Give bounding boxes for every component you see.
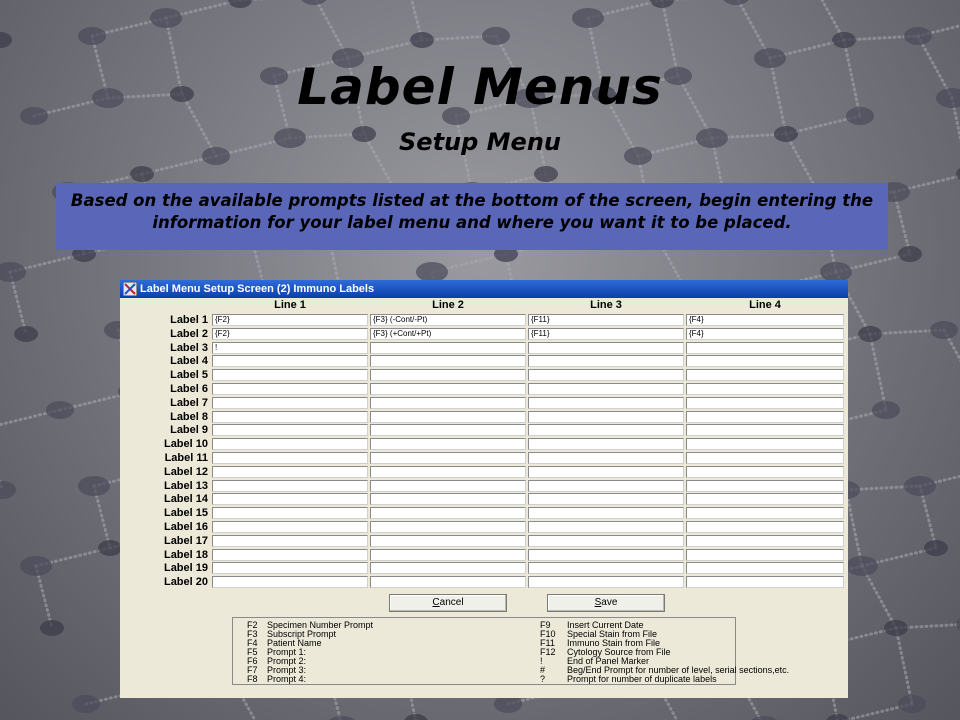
- background-node: [872, 401, 900, 419]
- background-node: [820, 262, 852, 282]
- row-label-8: Label 8: [170, 411, 208, 423]
- slide-title: Label Menus: [297, 58, 663, 116]
- background-node: [826, 714, 850, 720]
- prompt-key: F3: [247, 629, 258, 639]
- prompt-description: Immuno Stain from File: [567, 638, 661, 648]
- label-11-line-3-input[interactable]: [528, 452, 684, 464]
- label-18-line-1-input[interactable]: [212, 549, 368, 561]
- prompt-description: Beg/End Prompt for number of level, serial sections,etc.: [567, 665, 790, 675]
- label-6-line-4-input[interactable]: [686, 383, 844, 395]
- background-link: [896, 628, 912, 704]
- label-8-line-3-input[interactable]: [528, 411, 684, 423]
- background-node: [748, 716, 780, 720]
- background-node: [98, 540, 122, 556]
- cancel-label: ancel: [439, 597, 464, 608]
- column-header-line-3: Line 3: [590, 299, 622, 311]
- background-node: [904, 476, 936, 496]
- background-node: [650, 0, 674, 8]
- label-menu-setup-window: [120, 280, 848, 698]
- background-node: [72, 695, 100, 713]
- prompt-description: Insert Current Date: [567, 620, 644, 630]
- background-node: [40, 620, 64, 636]
- background-node: [78, 476, 110, 496]
- prompt-key: F7: [247, 665, 258, 675]
- background-node: [0, 32, 12, 48]
- prompt-key: F12: [540, 647, 556, 657]
- label-16-line-2-input[interactable]: [370, 521, 526, 533]
- label-16-line-3-input[interactable]: [528, 521, 684, 533]
- label-14-line-1-input[interactable]: [212, 493, 368, 505]
- row-label-11: Label 11: [164, 452, 208, 464]
- background-node: [956, 615, 960, 633]
- background-node: [150, 8, 182, 28]
- background-node: [898, 695, 926, 713]
- label-20-line-1-input[interactable]: [212, 576, 368, 588]
- save-label: ave: [601, 597, 618, 608]
- label-12-line-4-input[interactable]: [686, 466, 844, 478]
- label-8-line-4-input[interactable]: [686, 411, 844, 423]
- row-label-10: Label 10: [163, 438, 208, 450]
- label-11-line-1-input[interactable]: [212, 452, 368, 464]
- background-node: [956, 166, 960, 182]
- label-12-line-3-input[interactable]: [528, 466, 684, 478]
- window-title: Label Menu Setup Screen (2) Immuno Labels: [140, 283, 375, 295]
- app-icon: [123, 282, 137, 296]
- label-3-line-4-input[interactable]: [686, 342, 844, 354]
- row-label-14: Label 14: [163, 493, 208, 505]
- label-6-line-3-input[interactable]: [528, 383, 684, 395]
- background-node: [832, 32, 856, 48]
- label-11-line-4-input[interactable]: [686, 452, 844, 464]
- prompt-description: Prompt 3:: [267, 665, 307, 675]
- available-prompts-panel: [232, 617, 790, 685]
- label-1-line-2-input[interactable]: {F3} (-Cont/-Pt): [370, 314, 526, 326]
- label-4-line-4-input[interactable]: [686, 355, 844, 367]
- label-11-line-2-input[interactable]: [370, 452, 526, 464]
- prompt-key: F10: [540, 629, 556, 639]
- row-label-17: Label 17: [163, 535, 208, 547]
- row-label-1: Label 1: [170, 314, 208, 326]
- label-9-line-4-input[interactable]: [686, 424, 844, 436]
- label-9-line-2-input[interactable]: [370, 424, 526, 436]
- background-node: [858, 326, 882, 342]
- background-node: [482, 27, 510, 45]
- prompt-description: End of Panel Marker: [567, 656, 650, 666]
- prompt-description: Patient Name: [267, 638, 322, 648]
- row-label-4: Label 4: [170, 355, 208, 367]
- label-17-line-1-input[interactable]: [212, 535, 368, 547]
- label-17-line-2-input[interactable]: [370, 535, 526, 547]
- row-label-16: Label 16: [163, 521, 208, 533]
- prompt-key: F2: [247, 620, 258, 630]
- background-node: [898, 246, 922, 262]
- label-12-line-1-input[interactable]: [212, 466, 368, 478]
- row-label-20: Label 20: [163, 576, 208, 588]
- row-label-18: Label 18: [163, 549, 208, 561]
- label-7-line-1-input[interactable]: [212, 397, 368, 409]
- background-node: [46, 401, 74, 419]
- column-header-line-2: Line 2: [432, 299, 464, 311]
- label-1-line-3-input[interactable]: {F11}: [528, 314, 684, 326]
- label-13-line-1-input[interactable]: [212, 480, 368, 492]
- label-15-line-2-input[interactable]: [370, 507, 526, 519]
- prompt-description: Prompt for number of duplicate labels: [567, 674, 717, 684]
- prompt-key: F6: [247, 656, 258, 666]
- prompt-description: Prompt 2:: [267, 656, 307, 666]
- row-label-6: Label 6: [170, 383, 208, 395]
- background-node: [884, 620, 908, 636]
- label-7-line-2-input[interactable]: [370, 397, 526, 409]
- label-14-line-4-input[interactable]: [686, 493, 844, 505]
- background-node: [0, 262, 26, 282]
- background-node: [924, 540, 948, 556]
- prompt-key: F11: [540, 638, 555, 648]
- background-node: [14, 326, 38, 342]
- label-4-line-1-input[interactable]: [212, 355, 368, 367]
- prompt-description: Cytology Source from File: [567, 647, 671, 657]
- label-13-line-3-input[interactable]: [528, 480, 684, 492]
- label-8-line-2-input[interactable]: [370, 411, 526, 423]
- label-17-line-4-input[interactable]: [686, 535, 844, 547]
- label-3-line-3-input[interactable]: [528, 342, 684, 354]
- row-label-9: Label 9: [170, 424, 208, 436]
- prompt-key: !: [540, 656, 543, 666]
- background-node: [410, 32, 434, 48]
- slide-subtitle: Setup Menu: [399, 128, 561, 156]
- label-2-line-4-input[interactable]: {F4}: [686, 328, 844, 340]
- label-2-line-2-input[interactable]: {F3} (+Cont/+Pt): [370, 328, 526, 340]
- background-link: [0, 428, 2, 490]
- background-node: [326, 716, 358, 720]
- label-7-line-4-input[interactable]: [686, 397, 844, 409]
- label-2-line-1-input[interactable]: {F2}: [212, 328, 368, 340]
- label-19-line-3-input[interactable]: [528, 562, 684, 574]
- label-3-line-1-input[interactable]: !: [212, 342, 368, 354]
- instruction-text: Based on the available prompts listed at the bottom of the screen, begin entering the information for your label menu and where you want it to be placed.: [70, 191, 874, 232]
- row-label-7: Label 7: [170, 397, 208, 409]
- background-node: [20, 556, 52, 576]
- background-link: [846, 490, 862, 566]
- row-label-13: Label 13: [163, 480, 208, 492]
- background-link: [944, 330, 960, 392]
- label-20-line-4-input[interactable]: [686, 576, 844, 588]
- label-5-line-2-input[interactable]: [370, 369, 526, 381]
- row-label-12: Label 12: [163, 466, 208, 478]
- prompt-key: F8: [247, 674, 258, 684]
- prompt-description: Subscript Prompt: [267, 629, 337, 639]
- background-node: [0, 481, 16, 499]
- label-6-line-2-input[interactable]: [370, 383, 526, 395]
- label-5-line-4-input[interactable]: [686, 369, 844, 381]
- prompt-description: Special Stain from File: [567, 629, 658, 639]
- label-16-line-1-input[interactable]: [212, 521, 368, 533]
- background-link: [870, 334, 886, 410]
- label-9-line-3-input[interactable]: [528, 424, 684, 436]
- prompt-description: Prompt 4:: [267, 674, 307, 684]
- label-14-line-3-input[interactable]: [528, 493, 684, 505]
- label-15-line-3-input[interactable]: [528, 507, 684, 519]
- label-10-line-4-input[interactable]: [686, 438, 844, 450]
- label-18-line-2-input[interactable]: [370, 549, 526, 561]
- cancel-mnemonic: C: [432, 597, 440, 608]
- label-16-line-4-input[interactable]: [686, 521, 844, 533]
- label-15-line-4-input[interactable]: [686, 507, 844, 519]
- label-13-line-4-input[interactable]: [686, 480, 844, 492]
- background-node: [404, 714, 428, 720]
- save-button[interactable]: [547, 594, 665, 612]
- prompt-key: F9: [540, 620, 551, 630]
- background-node: [722, 0, 750, 5]
- background-node: [228, 0, 252, 8]
- save-mnemonic: S: [594, 597, 602, 608]
- label-18-line-3-input[interactable]: [528, 549, 684, 561]
- label-5-line-1-input[interactable]: [212, 369, 368, 381]
- label-9-line-1-input[interactable]: [212, 424, 368, 436]
- label-20-line-3-input[interactable]: [528, 576, 684, 588]
- label-15-line-1-input[interactable]: [212, 507, 368, 519]
- background-node: [130, 166, 154, 182]
- label-5-line-3-input[interactable]: [528, 369, 684, 381]
- label-19-line-1-input[interactable]: [212, 562, 368, 574]
- label-10-line-2-input[interactable]: [370, 438, 526, 450]
- label-4-line-2-input[interactable]: [370, 355, 526, 367]
- column-header-line-1: Line 1: [274, 299, 306, 311]
- label-18-line-4-input[interactable]: [686, 549, 844, 561]
- background-node: [572, 8, 604, 28]
- label-17-line-3-input[interactable]: [528, 535, 684, 547]
- background-node: [416, 262, 448, 282]
- row-label-3: Label 3: [170, 342, 208, 354]
- row-label-2: Label 2: [170, 328, 208, 340]
- label-13-line-2-input[interactable]: [370, 480, 526, 492]
- background-node: [846, 556, 878, 576]
- prompt-key: F4: [247, 638, 258, 648]
- label-7-line-3-input[interactable]: [528, 397, 684, 409]
- row-label-15: Label 15: [163, 507, 208, 519]
- background-node: [534, 166, 558, 182]
- label-10-line-3-input[interactable]: [528, 438, 684, 450]
- label-12-line-2-input[interactable]: [370, 466, 526, 478]
- label-2-line-3-input[interactable]: {F11}: [528, 328, 684, 340]
- background-node: [904, 27, 932, 45]
- label-4-line-3-input[interactable]: [528, 355, 684, 367]
- label-19-line-4-input[interactable]: [686, 562, 844, 574]
- prompt-description: Specimen Number Prompt: [267, 620, 374, 630]
- prompt-description: Prompt 1:: [267, 647, 307, 657]
- column-header-line-4: Line 4: [749, 299, 781, 311]
- cancel-button[interactable]: [389, 594, 507, 612]
- label-19-line-2-input[interactable]: [370, 562, 526, 574]
- background-node: [78, 27, 106, 45]
- window-titlebar[interactable]: [120, 280, 848, 298]
- row-label-19: Label 19: [163, 562, 208, 574]
- prompt-key: F5: [247, 647, 258, 657]
- label-6-line-1-input[interactable]: [212, 383, 368, 395]
- prompt-key: ?: [540, 674, 546, 684]
- label-1-line-4-input[interactable]: {F4}: [686, 314, 844, 326]
- label-1-line-1-input[interactable]: {F2}: [212, 314, 368, 326]
- label-10-line-1-input[interactable]: [212, 438, 368, 450]
- label-8-line-1-input[interactable]: [212, 411, 368, 423]
- label-14-line-2-input[interactable]: [370, 493, 526, 505]
- background-node: [930, 321, 958, 339]
- prompt-key: #: [540, 665, 546, 675]
- background-node: [300, 0, 328, 5]
- label-20-line-2-input[interactable]: [370, 576, 526, 588]
- row-label-5: Label 5: [170, 369, 208, 381]
- label-3-line-2-input[interactable]: [370, 342, 526, 354]
